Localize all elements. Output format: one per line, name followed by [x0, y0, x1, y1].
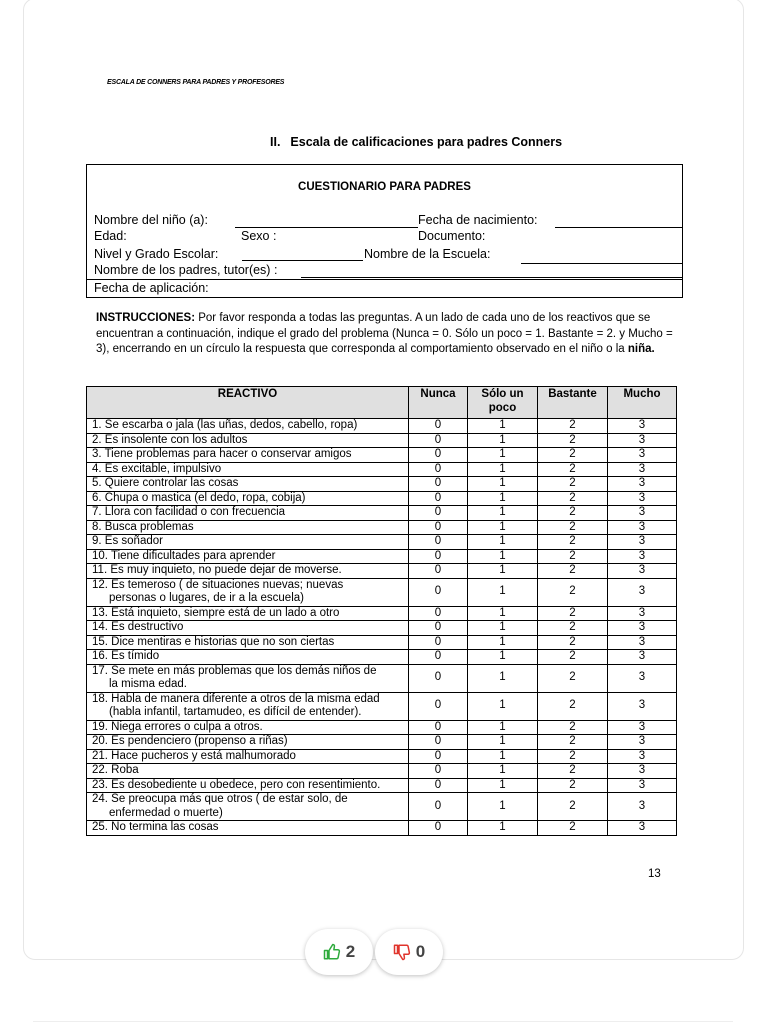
level-line[interactable]	[242, 260, 363, 261]
item-text	[87, 564, 409, 579]
downvote-button[interactable]	[375, 929, 443, 975]
child-name-label: Nombre del niño (a):	[94, 213, 208, 227]
score-solo-un-poco[interactable]: 1	[468, 793, 538, 821]
score-solo-un-poco[interactable]: 1	[468, 578, 538, 606]
level-label: Nivel y Grado Escolar:	[94, 247, 219, 261]
score-nunca[interactable]: 0	[409, 433, 468, 448]
score-mucho[interactable]: 3	[608, 462, 677, 477]
table-row	[87, 419, 677, 434]
score-solo-un-poco[interactable]: 1	[468, 506, 538, 521]
score-nunca[interactable]: 0	[409, 720, 468, 735]
instructions	[96, 311, 676, 358]
score-mucho[interactable]: 3	[608, 621, 677, 636]
score-nunca[interactable]: 0	[409, 793, 468, 821]
item-text-line: 22. Roba	[92, 764, 139, 776]
score-mucho[interactable]: 3	[608, 448, 677, 463]
table-row	[87, 491, 677, 506]
score-nunca[interactable]: 0	[409, 621, 468, 636]
page-number: 13	[648, 868, 661, 880]
date-applied-label: Fecha de aplicación:	[94, 281, 209, 295]
item-text-line: 8. Busca problemas	[92, 520, 194, 533]
school-label: Nombre de la Escuela:	[364, 247, 491, 261]
item-text	[87, 419, 409, 434]
score-solo-un-poco[interactable]: 1	[468, 621, 538, 636]
score-nunca[interactable]: 0	[409, 477, 468, 492]
item-text	[87, 821, 409, 836]
table-row	[87, 650, 677, 665]
score-mucho[interactable]: 3	[608, 720, 677, 735]
table-row	[87, 564, 677, 579]
score-solo-un-poco[interactable]: 1	[468, 692, 538, 720]
section-title-text: Escala de calificaciones para padres Conners	[290, 135, 563, 149]
upvote-count: 2	[345, 942, 356, 961]
parents-label: Nombre de los padres, tutor(es) :	[94, 263, 278, 277]
score-nunca[interactable]: 0	[409, 535, 468, 550]
item-text-line: 17. Se mete en más problemas que los demás niños de	[92, 664, 377, 677]
age-label: Edad:	[94, 229, 127, 243]
score-nunca[interactable]: 0	[409, 491, 468, 506]
item-text	[87, 650, 409, 665]
item-text	[87, 535, 409, 550]
score-solo-un-poco[interactable]: 1	[468, 635, 538, 650]
item-text-line: 3. Tiene problemas para hacer o conservar amigos	[92, 448, 352, 460]
section-number: II.	[270, 135, 281, 149]
score-mucho[interactable]: 3	[608, 635, 677, 650]
table-row	[87, 664, 677, 692]
score-bastante[interactable]: 2	[538, 462, 608, 477]
table-row	[87, 535, 677, 550]
score-solo-un-poco[interactable]: 1	[468, 564, 538, 579]
score-mucho[interactable]: 3	[608, 477, 677, 492]
instructions-label: INSTRUCCIONES:	[96, 312, 196, 324]
instructions-text: Por favor responda a todas las preguntas. A un lado de cada uno de los reactivos que se encuentran a continuación, indique el grado del problema (Nunca = 0. Sólo un poco = 1. Bastante = 2. y Mucho = 3), encerrando en un círculo la respuesta que corresponda al comportamiento observado en el niño o la	[96, 312, 673, 355]
score-solo-un-poco[interactable]: 1	[468, 491, 538, 506]
upvote-button[interactable]	[305, 929, 373, 975]
score-nunca[interactable]: 0	[409, 778, 468, 793]
score-solo-un-poco[interactable]: 1	[468, 535, 538, 550]
table-row	[87, 433, 677, 448]
score-nunca[interactable]: 0	[409, 650, 468, 665]
score-solo-un-poco[interactable]: 1	[468, 821, 538, 836]
item-text-line: 16. Es tímido	[92, 650, 160, 662]
score-solo-un-poco[interactable]: 1	[468, 749, 538, 764]
table-row	[87, 635, 677, 650]
score-mucho[interactable]: 3	[608, 578, 677, 606]
score-bastante[interactable]: 2	[538, 749, 608, 764]
score-solo-un-poco[interactable]: 1	[468, 448, 538, 463]
score-mucho[interactable]: 3	[608, 650, 677, 665]
score-solo-un-poco[interactable]: 1	[468, 778, 538, 793]
score-solo-un-poco[interactable]: 1	[468, 650, 538, 665]
item-text	[87, 635, 409, 650]
score-mucho[interactable]: 3	[608, 735, 677, 750]
score-bastante[interactable]: 2	[538, 549, 608, 564]
score-mucho[interactable]: 3	[608, 764, 677, 779]
section-title	[270, 135, 562, 149]
table-row	[87, 606, 677, 621]
form-title: CUESTIONARIO PARA PADRES	[298, 181, 471, 193]
score-mucho[interactable]: 3	[608, 749, 677, 764]
score-mucho[interactable]: 3	[608, 433, 677, 448]
score-bastante[interactable]: 2	[538, 506, 608, 521]
item-text	[87, 549, 409, 564]
instructions-end: niña.	[627, 343, 655, 355]
score-nunca[interactable]: 0	[409, 462, 468, 477]
table-row	[87, 549, 677, 564]
item-text-line: 18. Habla de manera diferente a otros de la misma edad	[92, 692, 380, 705]
item-text	[87, 578, 409, 606]
score-solo-un-poco[interactable]: 1	[468, 549, 538, 564]
score-bastante[interactable]: 2	[538, 477, 608, 492]
score-bastante[interactable]: 2	[538, 448, 608, 463]
parent-questionnaire-form	[86, 164, 683, 298]
item-text	[87, 520, 409, 535]
item-text-continuation: personas o lugares, de ir a la escuela)	[109, 592, 304, 604]
score-mucho[interactable]: 3	[608, 419, 677, 434]
child-name-line[interactable]	[235, 227, 418, 228]
item-text	[87, 749, 409, 764]
item-text-line: 15. Dice mentiras e historias que no son ciertas	[92, 635, 335, 648]
document-label: Documento:	[418, 229, 486, 243]
table-row	[87, 506, 677, 521]
score-bastante[interactable]: 2	[538, 520, 608, 535]
score-nunca[interactable]: 0	[409, 448, 468, 463]
score-mucho[interactable]: 3	[608, 821, 677, 836]
table-row	[87, 821, 677, 836]
score-bastante[interactable]: 2	[538, 821, 608, 836]
footer-divider	[33, 1021, 733, 1022]
score-mucho[interactable]: 3	[608, 664, 677, 692]
thumbs-up-icon	[323, 943, 341, 961]
score-nunca[interactable]: 0	[409, 692, 468, 720]
conners-items-table	[86, 386, 677, 836]
score-mucho[interactable]: 3	[608, 520, 677, 535]
item-text-line: 12. Es temeroso ( de situaciones nuevas; nuevas	[92, 578, 344, 591]
item-text	[87, 793, 409, 821]
item-text-line: 7. Llora con facilidad o con frecuencia	[92, 506, 286, 518]
score-nunca[interactable]: 0	[409, 506, 468, 521]
header-solo-un-poco: Sólo un poco	[468, 387, 538, 419]
form-divider	[87, 279, 682, 280]
item-text-line: 14. Es destructivo	[92, 621, 184, 633]
item-text-line: 23. Es desobediente u obedece, pero con resentimiento.	[92, 778, 381, 791]
score-solo-un-poco[interactable]: 1	[468, 606, 538, 621]
score-bastante[interactable]: 2	[538, 650, 608, 665]
score-nunca[interactable]: 0	[409, 735, 468, 750]
item-text	[87, 477, 409, 492]
sex-label: Sexo :	[241, 229, 277, 243]
item-text-continuation: la misma edad.	[109, 678, 187, 690]
score-bastante[interactable]: 2	[538, 692, 608, 720]
score-nunca[interactable]: 0	[409, 520, 468, 535]
item-text	[87, 764, 409, 779]
table-row	[87, 749, 677, 764]
item-text	[87, 735, 409, 750]
score-mucho[interactable]: 3	[608, 692, 677, 720]
header-reactivo: REACTIVO	[87, 387, 409, 419]
score-solo-un-poco[interactable]: 1	[468, 664, 538, 692]
item-text	[87, 664, 409, 692]
score-bastante[interactable]: 2	[538, 621, 608, 636]
score-bastante[interactable]: 2	[538, 778, 608, 793]
score-nunca[interactable]: 0	[409, 764, 468, 779]
item-text-line: 5. Quiere controlar las cosas	[92, 477, 239, 489]
item-text-line: 4. Es excitable, impulsivo	[92, 462, 222, 475]
score-bastante[interactable]: 2	[538, 419, 608, 434]
score-bastante[interactable]: 2	[538, 433, 608, 448]
item-text	[87, 621, 409, 636]
item-text	[87, 606, 409, 621]
item-text-continuation: (habla infantil, tartamudeo, es difícil de entender).	[109, 706, 362, 718]
table-row	[87, 520, 677, 535]
table-header-row	[87, 387, 677, 419]
table-row	[87, 764, 677, 779]
table-row	[87, 462, 677, 477]
score-solo-un-poco[interactable]: 1	[468, 462, 538, 477]
school-line[interactable]	[521, 263, 682, 264]
item-text-line: 13. Está inquieto, siempre está de un lado a otro	[92, 606, 340, 619]
score-bastante[interactable]: 2	[538, 735, 608, 750]
score-bastante[interactable]: 2	[538, 564, 608, 579]
score-nunca[interactable]: 0	[409, 749, 468, 764]
item-text	[87, 778, 409, 793]
birth-date-line[interactable]	[555, 227, 682, 228]
score-bastante[interactable]: 2	[538, 635, 608, 650]
score-bastante[interactable]: 2	[538, 664, 608, 692]
item-text	[87, 462, 409, 477]
table-row	[87, 692, 677, 720]
score-bastante[interactable]: 2	[538, 764, 608, 779]
table-row	[87, 793, 677, 821]
item-text	[87, 692, 409, 720]
score-mucho[interactable]: 3	[608, 564, 677, 579]
score-solo-un-poco[interactable]: 1	[468, 520, 538, 535]
score-solo-un-poco[interactable]: 1	[468, 477, 538, 492]
table-row	[87, 448, 677, 463]
score-nunca[interactable]: 0	[409, 606, 468, 621]
score-bastante[interactable]: 2	[538, 720, 608, 735]
score-mucho[interactable]: 3	[608, 535, 677, 550]
score-mucho[interactable]: 3	[608, 778, 677, 793]
score-mucho[interactable]: 3	[608, 491, 677, 506]
item-text-line: 24. Se preocupa más que otros ( de estar solo, de	[92, 793, 348, 805]
score-nunca[interactable]: 0	[409, 821, 468, 836]
item-text	[87, 433, 409, 448]
item-text-continuation: enfermedad o muerte)	[109, 806, 223, 819]
birth-date-label: Fecha de nacimiento:	[418, 213, 538, 227]
item-text	[87, 448, 409, 463]
score-solo-un-poco[interactable]: 1	[468, 433, 538, 448]
score-bastante[interactable]: 2	[538, 578, 608, 606]
item-text	[87, 506, 409, 521]
score-solo-un-poco[interactable]: 1	[468, 764, 538, 779]
score-nunca[interactable]: 0	[409, 664, 468, 692]
score-nunca[interactable]: 0	[409, 635, 468, 650]
score-solo-un-poco[interactable]: 1	[468, 720, 538, 735]
item-text	[87, 720, 409, 735]
header-bastante: Bastante	[538, 387, 608, 419]
downvote-count: 0	[415, 942, 426, 961]
score-bastante[interactable]: 2	[538, 606, 608, 621]
score-nunca[interactable]: 0	[409, 549, 468, 564]
table-row	[87, 621, 677, 636]
document-header: ESCALA DE CONNERS PARA PADRES Y PROFESORES	[107, 79, 285, 86]
score-solo-un-poco[interactable]: 1	[468, 419, 538, 434]
score-mucho[interactable]: 3	[608, 506, 677, 521]
table-row	[87, 778, 677, 793]
item-text-line: 21. Hace pucheros y está malhumorado	[92, 749, 296, 762]
header-mucho: Mucho	[608, 387, 677, 419]
score-nunca[interactable]: 0	[409, 578, 468, 606]
item-text	[87, 491, 409, 506]
item-text-line: 11. Es muy inquieto, no puede dejar de moverse.	[92, 564, 342, 576]
item-text-line: 25. No termina las cosas	[92, 821, 219, 833]
score-nunca[interactable]: 0	[409, 419, 468, 434]
header-nunca: Nunca	[409, 387, 468, 419]
score-mucho[interactable]: 3	[608, 549, 677, 564]
parents-line[interactable]	[301, 277, 682, 278]
item-text-line: 9. Es soñador	[92, 535, 163, 547]
item-text-line: 10. Tiene dificultades para aprender	[92, 549, 276, 562]
item-text-line: 2. Es insolente con los adultos	[92, 433, 248, 446]
score-mucho[interactable]: 3	[608, 606, 677, 621]
item-text-line: 1. Se escarba o jala (las uñas, dedos, cabello, ropa)	[92, 419, 358, 431]
item-text-line: 6. Chupa o mastica (el dedo, ropa, cobija)	[92, 491, 306, 504]
table-row	[87, 735, 677, 750]
item-text-line: 20. Es pendenciero (propenso a riñas)	[92, 735, 288, 747]
score-bastante[interactable]: 2	[538, 491, 608, 506]
score-solo-un-poco[interactable]: 1	[468, 735, 538, 750]
score-mucho[interactable]: 3	[608, 793, 677, 821]
table-row	[87, 578, 677, 606]
score-nunca[interactable]: 0	[409, 564, 468, 579]
table-row	[87, 477, 677, 492]
score-bastante[interactable]: 2	[538, 793, 608, 821]
table-row	[87, 720, 677, 735]
score-bastante[interactable]: 2	[538, 535, 608, 550]
item-text-line: 19. Niega errores o culpa a otros.	[92, 720, 263, 733]
thumbs-down-icon	[393, 943, 411, 961]
